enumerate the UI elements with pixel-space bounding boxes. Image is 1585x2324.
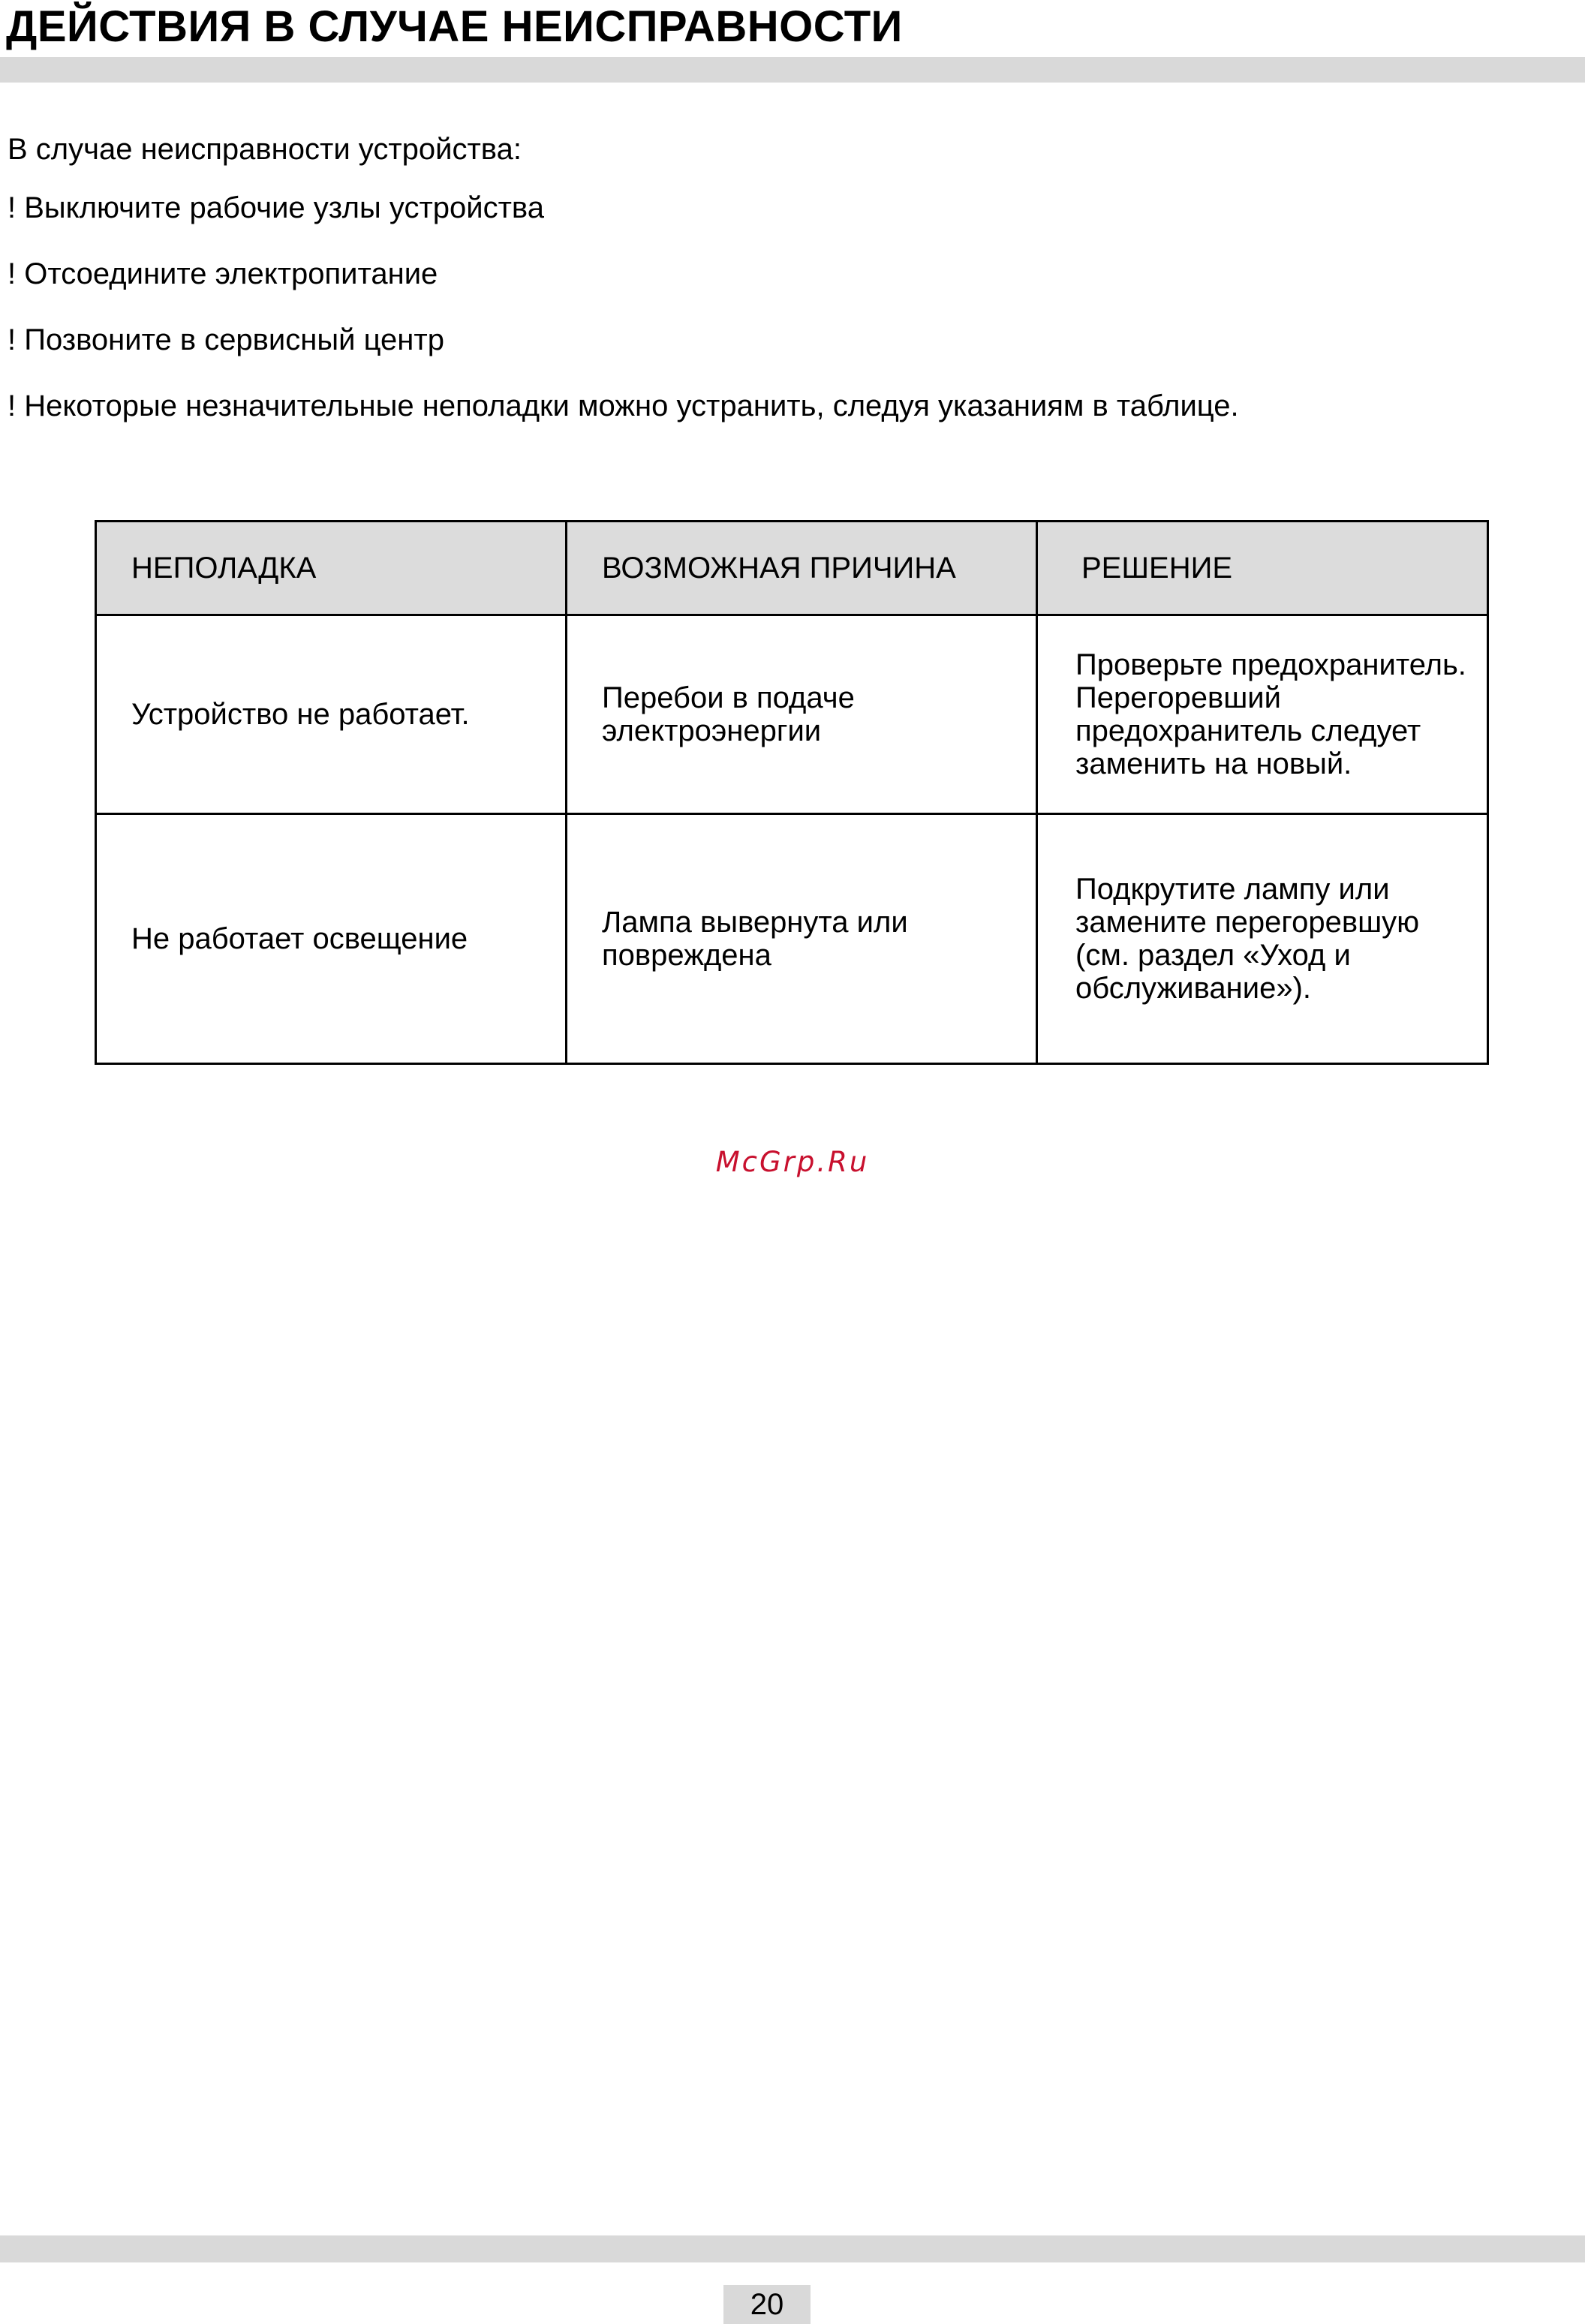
instruction-item: ! Некоторые незначительные неполадки можно устранить, следуя указаниям в таблице.	[8, 389, 1239, 422]
cause-cell: Перебои в подаче электроэнергии	[567, 615, 1037, 814]
header-problem: НЕПОЛАДКА	[96, 522, 567, 615]
page-title: ДЕЙСТВИЯ В СЛУЧАЕ НЕИСПРАВНОСТИ	[6, 2, 903, 51]
solution-cell: Проверьте предохранитель. Перегоревший предохранитель следует заменить на новый.	[1037, 615, 1488, 814]
intro-text: В случае неисправности устройства:	[8, 133, 522, 166]
solution-cell: Подкрутите лампу или замените перегоревшую (см. раздел «Уход и обслуживание»).	[1037, 814, 1488, 1064]
cause-cell: Лампа вывернута или повреждена	[567, 814, 1037, 1064]
instruction-item: ! Позвоните в сервисный центр	[8, 323, 444, 356]
instruction-item: ! Выключите рабочие узлы устройства	[8, 191, 544, 224]
table-row	[96, 615, 1488, 814]
page-number: 20	[723, 2285, 811, 2324]
instruction-item: ! Отсоедините электропитание	[8, 257, 438, 290]
instruction-list	[8, 190, 1239, 454]
problem-cell: Устройство не работает.	[96, 615, 567, 814]
header-cause: ВОЗМОЖНАЯ ПРИЧИНА	[567, 522, 1037, 615]
watermark-text: McGrp.Ru	[715, 1146, 870, 1178]
title-divider-band	[0, 57, 1585, 83]
problem-cell: Не работает освещение	[96, 814, 567, 1064]
troubleshooting-table	[95, 520, 1489, 1065]
header-solution: РЕШЕНИЕ	[1037, 522, 1488, 615]
table-header-row	[96, 522, 1488, 615]
footer-divider-band	[0, 2235, 1585, 2262]
table-row	[96, 814, 1488, 1064]
